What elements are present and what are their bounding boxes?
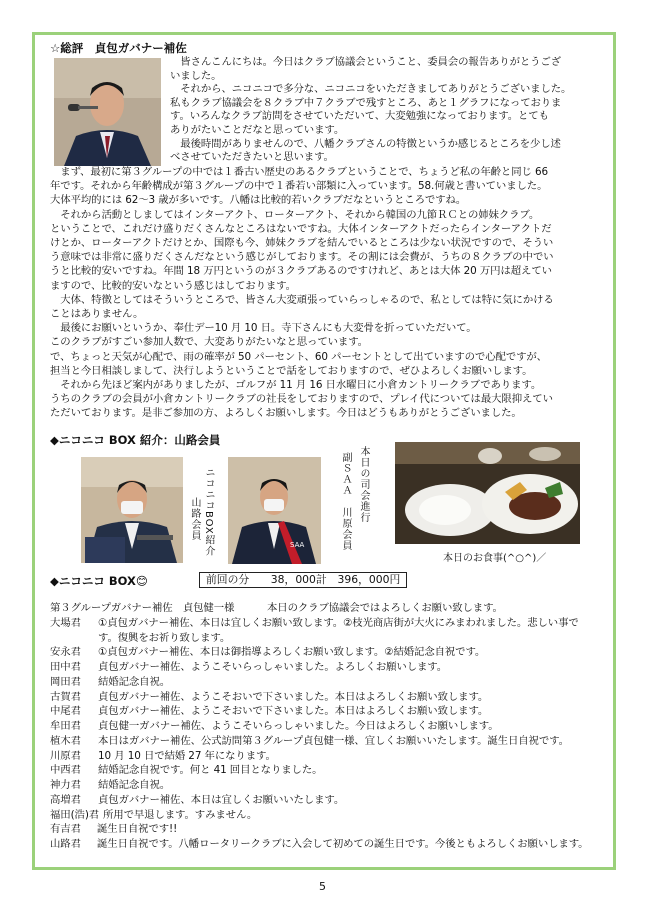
review-intro-line: 最後時間がありませんので、八幡クラブさんの特徴というか感じるところを少し述 (170, 137, 561, 150)
governor-photo (54, 58, 161, 166)
review-body-line: う意味では非常に盛りだくさんだなという感じがしております。その割には会費が、うちの８クラブの中でい (50, 251, 554, 264)
review-intro-line: 皆さんこんにちは。今日はクラブ協議会ということ、委員会の報告ありがとうござ (170, 56, 562, 68)
nikoniko-message: ①貞包ガバナー補佐、本日は御指導よろしくお願い致します。②結婚記念自祝です。 (98, 646, 486, 659)
nikoniko-name: 川原君 (50, 749, 81, 762)
review-body-line: うと比較的安いですね。年間 18 万円というのが３クラブあるのですけれど、あとは大体 20 万円は超えてい (50, 265, 552, 278)
nikoniko-message: 貞包健一ガバナー補佐、ようこそいらっしゃいました。今日はよろしくお願いします。 (98, 720, 499, 732)
nikoniko-message: 本日のクラブ協議会ではよろしくお願い致します。 (267, 602, 503, 614)
box-intro-heading: ◆ニコニコ BOX 紹介：山路会員 (50, 433, 221, 447)
nikoniko-message: 誕生日自祝です!! (97, 823, 178, 836)
nikoniko-name: 岡田君 (50, 675, 81, 688)
review-body-line: 大体、特徴としてはそういうところで、皆さん大変頑張っていらっしゃるので、私としては特に気にかける (50, 293, 554, 306)
review-intro-line: ありがたいことだなと思っています。 (170, 124, 345, 136)
review-body-line: ますので、比較的安いなという感じはしております。 (50, 279, 296, 292)
review-body-line: ただいております。是非ご参加の方、よろしくお願いします。今日はどうもありがとうございました。 (50, 407, 522, 420)
nikoniko-message: 結婚記念自祝。 (98, 675, 171, 688)
review-body-line: ということで、これだけ盛りだくさんなところはないですね。大体インターアクトだったらインターアクトだ (50, 222, 552, 235)
review-body-line: けとか、ローターアクトだけとか、国際も今、姉妹クラブを結んでいるところは少ない状況ですので、そうい (50, 237, 554, 249)
nikoniko-name: 山路君 (50, 838, 81, 850)
review-body-line: 最後にお願いというか、奉仕デー10 月 10 日。寺下さんにも大変骨を折っていただいて。 (50, 322, 477, 335)
svg-text:SAA: SAA (290, 541, 305, 549)
nikoniko-name: 神力君 (50, 779, 81, 791)
nikoniko-total: 前回の分 38，000計 396，000円 (199, 572, 407, 588)
nikoniko-name: 福田(浩)君 (50, 808, 100, 821)
meal-caption: 本日のお食事(^○^)／ (443, 553, 547, 564)
nikoniko-message: 結婚記念自祝。 (98, 779, 171, 791)
nikoniko-message: 貞包ガバナー補佐、ようこそおいで下さいました。本日はよろしくお願い致します。 (98, 690, 489, 703)
kawahara-photo (228, 457, 321, 564)
page-number: 5 (319, 880, 326, 893)
caption-mc-role: 本日の司会進行 (358, 446, 369, 523)
nikoniko-name: 牟田君 (50, 720, 81, 732)
nikoniko-name: 古賀君 (50, 690, 81, 703)
review-body-line: 大体平均的には 62～3 歳が多いです。八幡は比較的若いクラブだなというところですね。 (50, 194, 467, 207)
review-intro-line: 私もクラブ協議会を８クラブ中７クラブで残すところ、あと１グラフになっておりま (170, 96, 562, 109)
caption-yamaji-role: ニコニコBOX紹介 (203, 467, 214, 557)
nikoniko-message: 貞包ガバナー補佐、ようこそおいで下さいました。本日はよろしくお願い致します。 (98, 705, 489, 718)
review-body-line: このクラブがすごい参加人数で、大変ありがたいなと思っています。 (50, 336, 368, 349)
nikoniko-message: 貞包ガバナー補佐、本日は宜しくお願いいたします。 (98, 793, 345, 806)
review-heading: ☆総評 貞包ガバナー補佐 (50, 41, 187, 55)
nikoniko-name: 第３グループガバナー補佐 貞包健一様 (50, 602, 235, 614)
review-intro-line: べさせていただきたいと思います。 (170, 151, 334, 164)
nikoniko-name: 大場君 (50, 616, 81, 629)
caption-yamaji-name: 山路会員 (189, 497, 200, 541)
review-body-line: 担当と今日相談しまして、決行しようということで話をしておりますので、ぜひよろしくお願いします。 (50, 364, 533, 377)
review-body-line: まず、最初に第３グループの中では１番古い歴史のあるクラブということで、ちょうど私の年齢と同じ 66 (50, 166, 549, 178)
review-body-line: それから先ほど案内がありましたが、ゴルフが 11 月 16 日水曜日に小倉カントリークラブであります。 (50, 379, 542, 391)
nikoniko-message: ①貞包ガバナー補佐、本日は宜しくお願い致します。②枝光商店街が大火にみまわれました。悲しい事で (98, 616, 579, 629)
nikoniko-message: 誕生日自祝です。八幡ロータリークラブに入会して初めての誕生日です。今後ともよろしくお願いします。 (97, 838, 589, 850)
review-body-line: で、ちょっと天気が心配で、雨の確率が 50 パーセント、60 パーセントとして出ていますので心配ですが、 (50, 350, 547, 363)
nikoniko-name: 田中君 (50, 661, 81, 673)
nikoniko-name: 有吉君 (50, 823, 81, 836)
nikoniko-name: 安永君 (50, 646, 81, 659)
review-body-line: それから活動としましてはインターアクト、ローターアクト、それから韓国の九節ＲＣとの姉妹クラブ。 (50, 208, 540, 221)
nikoniko-message: 本日はガバナー補佐、公式訪問第３グループ貞包健一様、宜しくお願いいたします。誕生日自祝です。 (98, 734, 569, 747)
nikoniko-name: 高増君 (50, 793, 81, 806)
nikoniko-message: 貞包ガバナー補佐、ようこそいらっしゃいました。よろしくお願いします。 (98, 661, 448, 673)
caption-mc-name: 副ＳＡＡ 川原会員 (340, 452, 351, 551)
yamaji-photo (81, 457, 183, 563)
review-intro-line: す。いろんなクラブ訪問をさせていただいて、大変勉強になっております。とても (170, 110, 549, 123)
nikoniko-message: 結婚記念自祝です。何と 41 回目となりました。 (98, 764, 323, 777)
review-body-line: 年です。それから年齢構成が第３グループの中で１番若い部類に入っています。58.何歳と書いていました。 (50, 180, 548, 193)
review-body-line: うちのクラブの会員が小倉カントリークラブの社長をしておりますので、プレイ代については最大限抑えてい (50, 393, 553, 406)
nikoniko-message: 所用で早退します。すみません。 (103, 808, 258, 821)
nikoniko-message: 10 月 10 日で結婚 27 年になります。 (98, 749, 276, 762)
nikoniko-name: 中尾君 (50, 705, 81, 718)
review-body-line: ことはありません。 (50, 308, 144, 320)
nikoniko-heading: ◆ニコニコ BOX😊 (50, 574, 148, 588)
review-intro-line: いました。 (170, 69, 222, 82)
nikoniko-name: 中西君 (50, 764, 81, 777)
review-intro-line: それから、ニコニコで多分な、ニコニコをいただきましてありがとうございました。 (170, 83, 572, 96)
nikoniko-message: す。復興をお祈り致します。 (98, 631, 231, 644)
meal-photo (395, 442, 580, 544)
nikoniko-name: 植木君 (50, 734, 81, 747)
